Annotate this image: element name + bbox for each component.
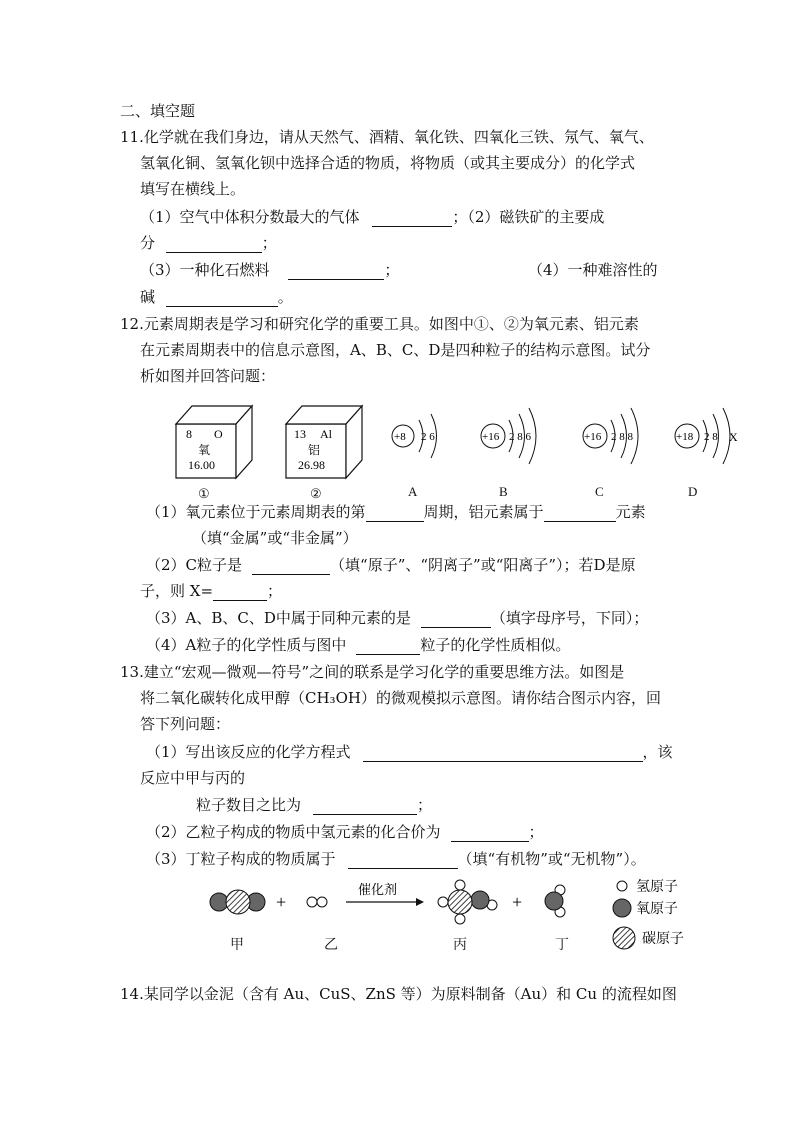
q11-line-2: 氢氧化铜、氢氧化钡中选择合适的物质，将物质（或其主要成分）的化学式 (140, 154, 636, 172)
label-jia: 甲 (230, 938, 244, 953)
oxygen-name: 氧 (198, 443, 211, 457)
cube-label-2: ② (310, 486, 322, 501)
legend-hydrogen-label: 氢原子 (636, 880, 678, 895)
answer-blank[interactable] (252, 558, 330, 575)
q11-p5-tail: 。 (277, 288, 293, 306)
q11-p3-text: （3）一种化石燃料 (140, 261, 270, 279)
q13-line-3: 答下列问题： (140, 715, 231, 733)
q13-s2-text: （2）乙粒子构成的物质中氢元素的化合价为 (146, 823, 441, 841)
answer-blank[interactable] (313, 798, 417, 815)
q13-line-1: 13.建立“宏观—微观—符号”之间的联系是学习化学的重要思维方法。如图是 (120, 663, 625, 681)
answer-blank[interactable] (213, 584, 267, 601)
atom-c (583, 408, 638, 464)
q12-sub-2 (146, 555, 636, 575)
atom-d-x: X (729, 430, 738, 444)
answer-blank[interactable] (288, 263, 384, 280)
answer-blank[interactable] (363, 745, 643, 762)
q11-line-1: 11.化学就在我们身边，请从天然气、酒精、氧化铁、四氧化三铁、氖气、氧气、 (120, 128, 654, 146)
atom-label-a: A (408, 484, 418, 499)
q12-line-2: 在元素周期表中的信息示意图，A、B、C、D是四种粒子的结构示意图。试分 (140, 341, 651, 359)
legend-oxygen-label: 氧原子 (636, 902, 678, 917)
q13-sub-3 (146, 849, 646, 869)
answer-blank[interactable] (166, 290, 278, 307)
q12-s3-tail: （填字母序号，下同）； (490, 609, 649, 627)
q11-part-5 (140, 287, 293, 307)
q13-sub-1 (146, 742, 673, 762)
answer-blank[interactable] (372, 210, 452, 227)
q12-s2-text: （2）C粒子是 (146, 556, 243, 574)
label-bing: 丙 (453, 938, 467, 953)
cube-label-1: ① (198, 486, 210, 501)
molecule-ding (545, 885, 565, 917)
q12-line-3: 析如图并回答问题： (140, 367, 276, 385)
legend-carbon (613, 927, 684, 949)
q13-s3-tail: （填“有机物”或“无机物”）。 (457, 850, 646, 868)
label-ding: 丁 (555, 938, 569, 953)
atom-c-nucleus: +16 (584, 431, 602, 443)
legend-carbon-label: 碳原子 (642, 932, 684, 947)
atom-b-nucleus: +16 (482, 431, 500, 443)
q12-sub-1-hint: （填“金属”或“非金属”） (192, 529, 358, 547)
q13-s1-tail: ，该 (642, 743, 673, 761)
plus-sign-2: + (512, 892, 523, 912)
q11-line-3: 填写在横线上。 (140, 180, 246, 198)
q12-sub-2-cont (140, 581, 282, 601)
atom-label-c: C (595, 484, 604, 499)
q13-sub-1-ratio (196, 795, 432, 815)
q13-s1-ratio-text: 粒子数目之比为 (196, 796, 302, 814)
q13-s1-text: （1）写出该反应的化学方程式 (146, 743, 351, 761)
atom-label-d: D (688, 484, 698, 499)
molecule-bing (438, 880, 497, 924)
q11-p5-text: 碱 (140, 288, 156, 306)
q12-s2-end: ； (267, 582, 283, 600)
q11-part-2 (140, 233, 277, 253)
q12-s4-text: （4）A粒子的化学性质与图中 (146, 636, 347, 654)
answer-blank[interactable] (348, 852, 458, 869)
q11-p3-tail: ； (384, 261, 400, 279)
q12-s2-x: 子，则 X= (140, 582, 214, 600)
label-yi: 乙 (324, 938, 338, 953)
q12-sub-3 (146, 608, 648, 628)
atom-b (481, 408, 536, 464)
oxygen-number: 8 (186, 427, 192, 441)
reaction-diagram (200, 872, 700, 954)
oxygen-mass: 16.00 (188, 458, 215, 472)
atom-d-nucleus: +18 (676, 431, 694, 443)
q11-p2-tail: ； (261, 234, 277, 252)
legend-hydrogen (617, 879, 678, 895)
molecule-yi (307, 897, 327, 907)
q13-sub-2 (146, 822, 544, 842)
q12-s1-tail: 元素 (615, 503, 646, 521)
q12-s3-text: （3）A、B、C、D中属于同种元素的是 (146, 609, 411, 627)
aluminum-cube (286, 406, 362, 478)
answer-blank[interactable] (356, 638, 420, 655)
plus-sign-1: + (276, 892, 287, 912)
q12-line-1: 12.元素周期表是学习和研究化学的重要工具。如图中①、②为氧元素、铝元素 (120, 315, 639, 333)
legend-oxygen (613, 899, 678, 917)
q12-s1-mid: 周期，铝元素属于 (423, 503, 544, 521)
q11-p1-text: （1）空气中体积分数最大的气体 (140, 208, 360, 226)
q13-line-2: 将二氧化碳转化成甲醇（CH₃OH）的微观模拟示意图。请你结合图示内容，回 (140, 689, 661, 707)
catalyst-label: 催化剂 (358, 882, 398, 897)
atom-c-shells: 2 8 8 (611, 431, 633, 443)
molecule-jia (210, 890, 265, 914)
q13-s1-end: ； (417, 796, 433, 814)
answer-blank[interactable] (166, 236, 262, 253)
section-title: 二、填空题 (120, 102, 196, 120)
q12-s2-tail: （填“原子”、“阴离子”或“阳离子”）；若D是原 (330, 556, 636, 574)
aluminum-number: 13 (294, 427, 306, 441)
atom-a-shells: 2 6 (421, 431, 435, 443)
atom-label-b: B (499, 484, 508, 499)
q12-sub-4 (146, 635, 570, 655)
atom-structures-figure (385, 398, 745, 478)
q11-p1-tail: ；（2）磁铁矿的主要成 (452, 208, 605, 226)
aluminum-mass: 26.98 (298, 458, 325, 472)
atom-b-shells: 2 8 6 (509, 431, 531, 443)
atom-a-nucleus: +8 (394, 431, 406, 443)
q14-line-1: 14.某同学以金泥（含有 Au、CuS、ZnS 等）为原料制备（Au）和 Cu 的流程如图 (120, 985, 677, 1003)
oxygen-symbol: O (214, 427, 223, 441)
q13-sub-1-cont: 反应中甲与丙的 (140, 769, 246, 787)
answer-blank[interactable] (366, 505, 424, 522)
q11-p2-text: 分 (140, 234, 156, 252)
answer-blank[interactable] (451, 825, 529, 842)
q13-s3-text: （3）丁粒子构成的物质属于 (146, 850, 336, 868)
q12-sub-1 (146, 502, 646, 522)
q12-s4-tail: 粒子的化学性质相似。 (420, 636, 571, 654)
q12-s1-text: （1）氧元素位于元素周期表的第 (146, 503, 366, 521)
atom-d-shells: 2 8 (704, 431, 718, 443)
q11-part-1 (140, 207, 604, 227)
atom-d (675, 408, 738, 464)
atom-a (392, 414, 437, 458)
q11-part-3 (140, 260, 399, 280)
q13-s2-tail: ； (528, 823, 544, 841)
answer-blank[interactable] (421, 611, 491, 628)
answer-blank[interactable] (544, 505, 616, 522)
q11-part-4: （4）一种难溶性的 (528, 261, 658, 279)
aluminum-symbol: Al (320, 427, 332, 441)
aluminum-name: 铝 (308, 443, 321, 457)
oxygen-cube (176, 406, 252, 478)
